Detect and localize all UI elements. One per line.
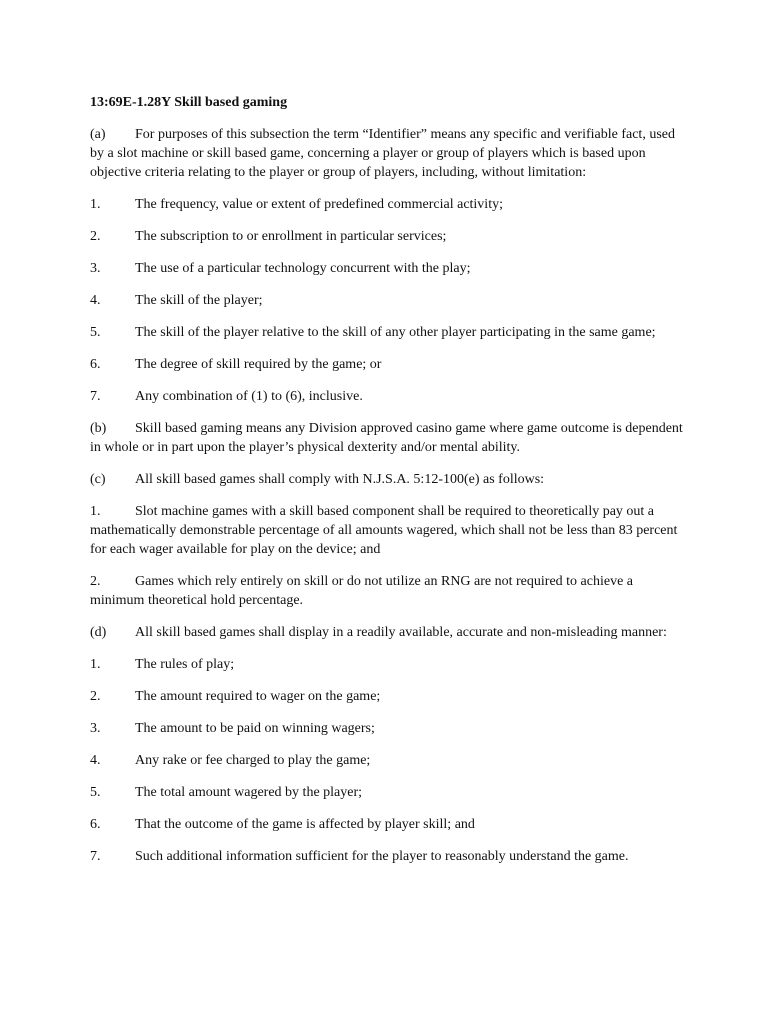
list-item-text: The frequency, value or extent of predefined commercial activity; — [135, 197, 503, 212]
section-c-text: All skill based games shall comply with N.J.S.A. 5:12-100(e) as follows: — [135, 472, 545, 487]
section-d-text: All skill based games shall display in a readily available, accurate and non-misleading manner: — [135, 625, 667, 640]
list-item-number: 1. — [90, 197, 101, 212]
list-a — [90, 195, 690, 406]
list-item — [90, 323, 690, 342]
list-item — [90, 687, 690, 706]
list-item — [90, 259, 690, 278]
list-d — [90, 655, 690, 866]
section-d-label: (d) — [90, 625, 107, 640]
list-item — [90, 355, 690, 374]
section-c-label: (c) — [90, 472, 106, 487]
list-item — [90, 847, 690, 866]
list-item-number: 5. — [90, 785, 101, 800]
section-d — [90, 623, 690, 642]
list-item-number: 4. — [90, 753, 101, 768]
list-item — [90, 751, 690, 770]
list-item — [90, 227, 690, 246]
list-item-number: 6. — [90, 357, 101, 372]
list-item — [90, 387, 690, 406]
list-item — [90, 572, 690, 610]
list-c — [90, 502, 690, 610]
list-item-text: The amount to be paid on winning wagers; — [135, 721, 375, 736]
section-a-text: For purposes of this subsection the term “Identifier” means any specific and verifiable fact, used by a slot machine or skill based game, concerning a player or group of players which is based upon objective criteria relating to the player or group of players, including, without limitation: — [90, 127, 675, 180]
list-item-number: 3. — [90, 261, 101, 276]
list-item — [90, 502, 690, 559]
section-b-label: (b) — [90, 421, 107, 436]
document-heading: 13:69E-1.28Y Skill based gaming — [90, 95, 288, 110]
list-item-number: 3. — [90, 721, 101, 736]
list-item — [90, 783, 690, 802]
list-item — [90, 815, 690, 834]
list-item-number: 2. — [90, 689, 101, 704]
list-item-text: The rules of play; — [135, 657, 235, 672]
list-item-text: The skill of the player relative to the skill of any other player participating in the same game; — [135, 325, 656, 340]
list-item — [90, 195, 690, 214]
list-item-number: 2. — [90, 574, 101, 589]
list-item-text: Games which rely entirely on skill or do not utilize an RNG are not required to achieve a minimum theoretical hold percentage. — [90, 574, 634, 608]
section-a-label: (a) — [90, 127, 106, 142]
list-item-number: 4. — [90, 293, 101, 308]
list-item — [90, 655, 690, 674]
list-item — [90, 719, 690, 738]
list-item-text: The amount required to wager on the game; — [135, 689, 381, 704]
list-item-number: 1. — [90, 504, 101, 519]
document-page — [90, 93, 690, 879]
list-item-number: 7. — [90, 849, 101, 864]
list-item-text: Any combination of (1) to (6), inclusive. — [135, 389, 363, 404]
list-item-text: The total amount wagered by the player; — [135, 785, 363, 800]
list-item-number: 7. — [90, 389, 101, 404]
section-b-text: Skill based gaming means any Division approved casino game where game outcome is dependent in whole or in part upon the player’s physical dexterity and/or mental ability. — [90, 421, 683, 455]
list-item-text: The use of a particular technology concurrent with the play; — [135, 261, 471, 276]
list-item-text: The skill of the player; — [135, 293, 263, 308]
list-item-number: 2. — [90, 229, 101, 244]
section-b — [90, 419, 690, 457]
list-item-number: 6. — [90, 817, 101, 832]
list-item-text: Slot machine games with a skill based component shall be required to theoretically pay out a mathematically demonstrable percentage of all amounts wagered, which shall not be less than 83 percent for each wager available for play on the device; and — [90, 504, 678, 557]
list-item-text: Such additional information sufficient for the player to reasonably understand the game. — [135, 849, 629, 864]
section-a — [90, 125, 690, 182]
list-item-text: The subscription to or enrollment in particular services; — [135, 229, 447, 244]
list-item-text: That the outcome of the game is affected by player skill; and — [135, 817, 475, 832]
list-item-number: 1. — [90, 657, 101, 672]
list-item-text: Any rake or fee charged to play the game; — [135, 753, 371, 768]
section-c — [90, 470, 690, 489]
list-item-number: 5. — [90, 325, 101, 340]
list-item — [90, 291, 690, 310]
list-item-text: The degree of skill required by the game; or — [135, 357, 382, 372]
